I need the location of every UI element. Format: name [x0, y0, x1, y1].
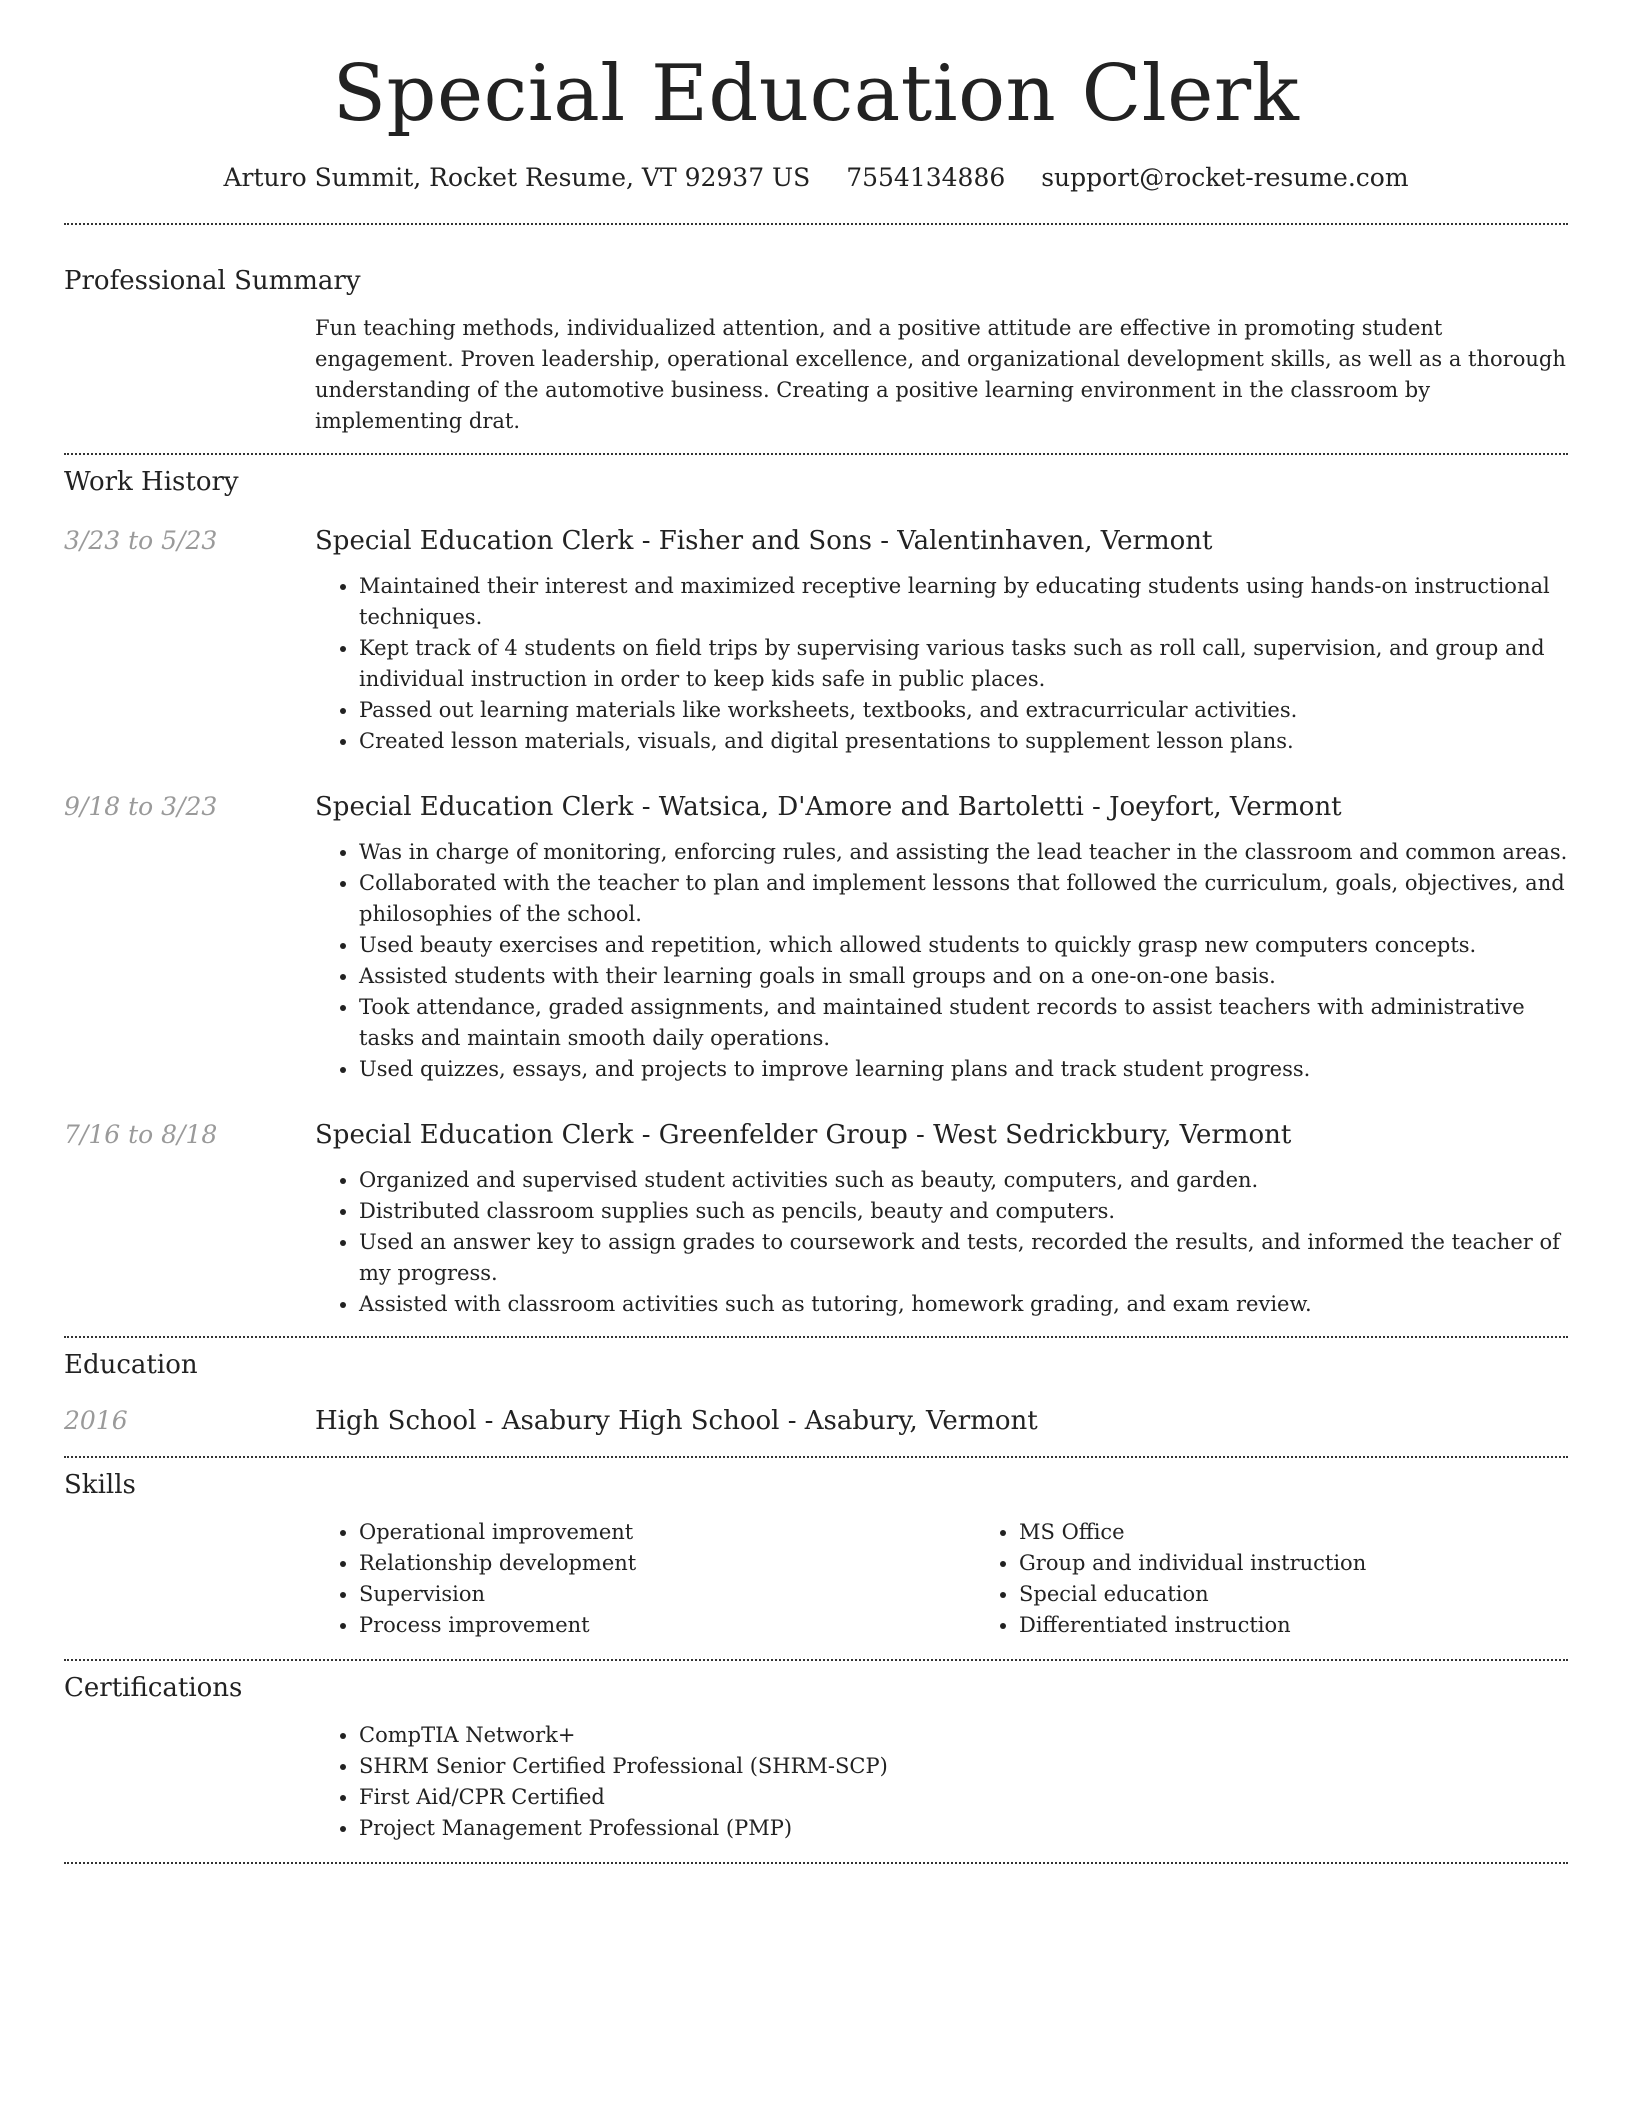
job-heading: Special Education Clerk - Greenfelder Group - West Sedrickbury, Vermont — [315, 1120, 1292, 1151]
certifications-row — [64, 1720, 1568, 1844]
list-item: • Created lesson materials, visuals, and digital presentations to supplement lesson plans. — [359, 726, 1568, 757]
list-item: • Passed out learning materials like worksheets, textbooks, and extracurricular activities. — [359, 695, 1568, 726]
job-body — [64, 1165, 1568, 1320]
contact-address: Arturo Summit, Rocket Resume, VT 92937 US — [223, 162, 811, 192]
job-entry — [64, 1120, 1568, 1320]
summary-row — [64, 313, 1568, 437]
list-item: • MS Office — [1019, 1517, 1632, 1548]
job-body — [64, 837, 1568, 1085]
skills-grid — [315, 1517, 1632, 1641]
list-item: • Process improvement — [359, 1610, 975, 1641]
job-bullets — [315, 571, 1568, 757]
job-left-spacer — [64, 571, 315, 757]
summary-left-spacer — [64, 313, 315, 437]
section-title-skills: Skills — [64, 1470, 136, 1501]
list-item: • CompTIA Network+ — [359, 1720, 1568, 1751]
job-entry — [64, 792, 1568, 1085]
list-item: • Assisted with classroom activities such as tutoring, homework grading, and exam review. — [359, 1289, 1568, 1320]
education-heading: High School - Asabury High School - Asabury, Vermont — [315, 1406, 1038, 1437]
job-heading: Special Education Clerk - Watsica, D'Amore and Bartoletti - Joeyfort, Vermont — [315, 792, 1342, 823]
job-header — [64, 792, 1568, 822]
list-item: • Used an answer key to assign grades to coursework and tests, recorded the results, and informed the teacher of my progress. — [359, 1227, 1568, 1289]
contact-phone: 7554134886 — [846, 162, 1006, 192]
list-item: • Assisted students with their learning goals in small groups and on a one-on-one basis. — [359, 961, 1568, 992]
list-item: • Supervision — [359, 1579, 975, 1610]
list-item: • Project Management Professional (PMP) — [359, 1813, 1568, 1844]
job-bullets — [315, 1165, 1568, 1320]
contact-email: support@rocket-resume.com — [1041, 162, 1409, 192]
list-item: • Took attendance, graded assignments, and maintained student records to assist teachers with administrative tasks and maintain smooth daily operations. — [359, 992, 1568, 1054]
job-entry — [64, 526, 1568, 757]
job-body — [64, 571, 1568, 757]
list-item: • Collaborated with the teacher to plan and implement lessons that followed the curriculum, goals, objectives, and philosophies of the school. — [359, 868, 1568, 930]
contact-line — [64, 162, 1568, 195]
divider — [64, 223, 1568, 225]
resume-title: Special Education Clerk — [332, 49, 1300, 139]
list-item: • SHRM Senior Certified Professional (SHRM-SCP) — [359, 1751, 1568, 1782]
job-left-spacer — [64, 837, 315, 1085]
divider — [64, 1659, 1568, 1661]
divider — [64, 1862, 1568, 1864]
job-heading: Special Education Clerk - Fisher and Sons - Valentinhaven, Vermont — [315, 526, 1213, 557]
section-title-education: Education — [64, 1350, 198, 1381]
job-bullets — [315, 837, 1568, 1085]
certifications-list — [315, 1720, 1568, 1844]
education-date: 2016 — [64, 1406, 128, 1436]
section-title-summary: Professional Summary — [64, 266, 361, 297]
list-item: • Distributed classroom supplies such as pencils, beauty and computers. — [359, 1196, 1568, 1227]
divider — [64, 1336, 1568, 1338]
list-item: • Used quizzes, essays, and projects to improve learning plans and track student progress. — [359, 1054, 1568, 1085]
job-header — [64, 526, 1568, 556]
section-title-work: Work History — [64, 467, 239, 498]
certifications-left-spacer — [64, 1720, 315, 1844]
section-title-certifications: Certifications — [64, 1673, 243, 1704]
job-date: 9/18 to 3/23 — [64, 792, 218, 822]
list-item: • Used beauty exercises and repetition, which allowed students to quickly grasp new computers concepts. — [359, 930, 1568, 961]
summary-text: Fun teaching methods, individualized attention, and a positive attitude are effective in promoting student engagement. Proven leadership, operational excellence, and organizational development skills, as well as a thorough understanding of the automotive business. Creating a positive learning environment in the classroom by implementing drat. — [315, 316, 1566, 434]
list-item: • Kept track of 4 students on field trips by supervising various tasks such as roll call, supervision, and group and individual instruction in order to keep kids safe in public places. — [359, 633, 1568, 695]
skills-row — [64, 1517, 1568, 1641]
list-item: • Organized and supervised student activities such as beauty, computers, and garden. — [359, 1165, 1568, 1196]
education-entry — [64, 1406, 1568, 1436]
job-left-spacer — [64, 1165, 315, 1320]
skills-list-1 — [315, 1517, 975, 1641]
list-item: • Differentiated instruction — [1019, 1610, 1632, 1641]
list-item: • Was in charge of monitoring, enforcing rules, and assisting the lead teacher in the classroom and common areas. — [359, 837, 1568, 868]
list-item: • Operational improvement — [359, 1517, 975, 1548]
list-item: • Group and individual instruction — [1019, 1548, 1632, 1579]
list-item: • Relationship development — [359, 1548, 975, 1579]
job-date: 3/23 to 5/23 — [64, 526, 218, 556]
skills-left-spacer — [64, 1517, 315, 1641]
list-item: • Special education — [1019, 1579, 1632, 1610]
divider — [64, 1456, 1568, 1458]
job-header — [64, 1120, 1568, 1150]
list-item: • First Aid/CPR Certified — [359, 1782, 1568, 1813]
skills-list-2 — [975, 1517, 1632, 1641]
divider — [64, 453, 1568, 455]
job-date: 7/16 to 8/18 — [64, 1120, 218, 1150]
list-item: • Maintained their interest and maximized receptive learning by educating students using hands-on instructional techniques. — [359, 571, 1568, 633]
